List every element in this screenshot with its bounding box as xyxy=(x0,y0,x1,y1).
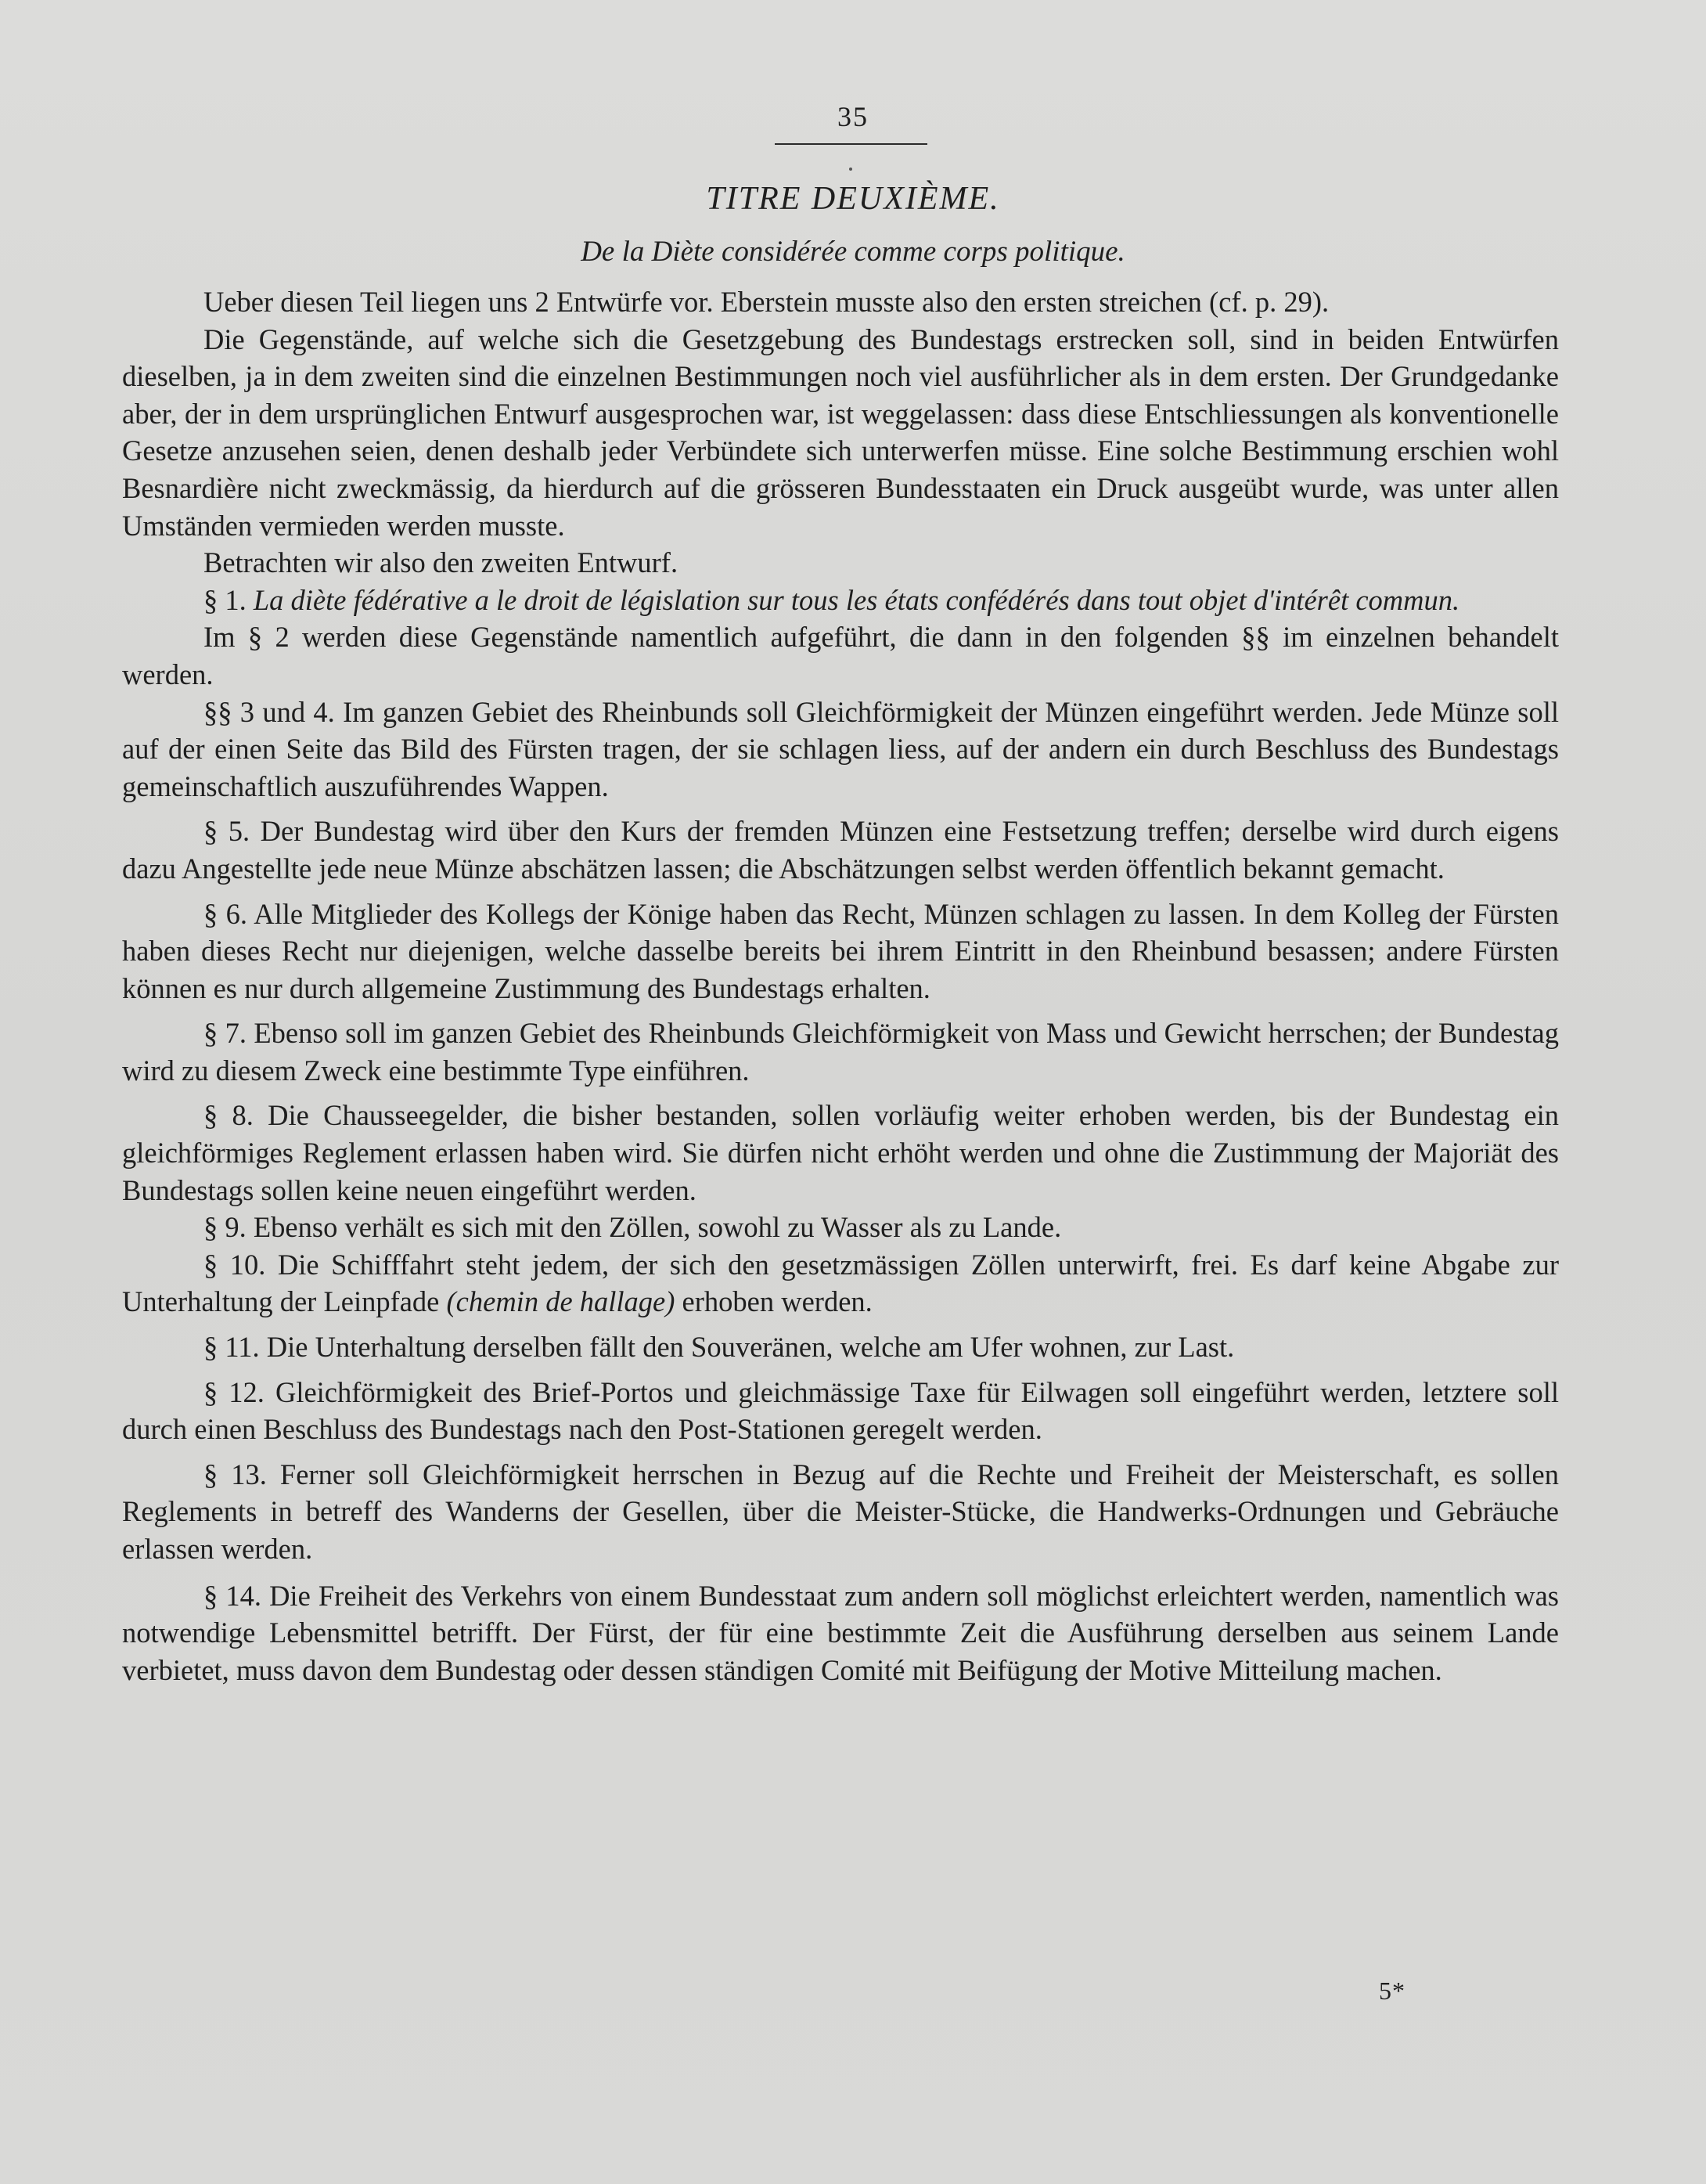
paragraph-section-11: § 11. Die Unterhaltung derselben fällt den Souveränen, welche am Ufer wohnen, zur Last. xyxy=(203,1331,1235,1364)
paragraph-section-7: § 7. Ebenso soll im ganzen Gebiet des Rheinbunds Gleichförmigkeit von Mass und Gewicht herrschen; der Bundestag wird zu diesem Zweck eine bestimmte Type einführen. xyxy=(122,1017,1559,1087)
section-1-text: La diète fédérative a le droit de législation sur tous les états confédérés dans tout objet d'intérêt commun. xyxy=(253,583,1460,616)
body-text xyxy=(122,283,1559,1688)
paragraph-section-8: § 8. Die Chausseegelder, die bisher bestanden, sollen vorläufig weiter erhoben werden, bis der Bundestag ein gleichförmiges Reglement erlassen haben wird. Sie dürfen nicht erhöht werden und ohne die Zustimmung der Majoriät des Bundestags sollen keine neuen eingeführt werden. xyxy=(122,1099,1559,1206)
chapter-title: TITRE DEUXIÈME. xyxy=(706,181,1000,217)
page-number: 35 xyxy=(837,101,869,132)
paragraph-section-5: § 5. Der Bundestag wird über den Kurs der fremden Münzen eine Festsetzung treffen; derselbe wird durch eigens dazu Angestellte jede neue Münze abschätzen lassen; die Abschätzungen selbst werden öffentlich bekannt gemacht. xyxy=(122,815,1559,885)
paragraph-section-9: § 9. Ebenso verhält es sich mit den Zöllen, sowohl zu Wasser als zu Lande. xyxy=(203,1211,1062,1244)
paragraph-gegenstaende: Die Gegenstände, auf welche sich die Gesetzgebung des Bundestags erstrecken soll, sind in beiden Entwürfen dieselben, ja in dem zweiten sind die einzelnen Bestimmungen noch viel ausführlicher als in dem ersten. Der Grundgedanke aber, der in dem ursprünglichen Entwurf ausgesprochen war, ist weggelassen: dass diese Entschliessungen als konventionelle Gesetze anzusehen seien, denen deshalb jeder Verbündete sich unterwerfen müsse. Eine solche Bestimmung erschien wohl Besnardière nicht zweckmässig, da hierdurch auf die grösseren Bundesstaaten ein Druck ausgeübt wurde, was unter allen Umständen vermieden werden musste. xyxy=(122,323,1559,542)
section-10-text-a: § 10. Die Schifffahrt steht jedem, der sich den gesetzmässigen Zöllen unterwirft, frei. Es darf keine Abgabe zur Unterhaltung der Leinpfade xyxy=(122,1248,1559,1318)
paragraph-section-10 xyxy=(122,1246,1559,1321)
chapter-subtitle: De la Diète considérée comme corps politique. xyxy=(581,236,1125,268)
print-speck xyxy=(849,168,852,171)
section-10-italic: (chemin de hallage) xyxy=(446,1285,675,1318)
paragraph-section-1 xyxy=(122,582,1559,619)
paragraph-section-2: Im § 2 werden diese Gegenstände namentlich aufgeführt, die dann in den folgenden §§ im einzelnen behandelt werden. xyxy=(122,621,1559,690)
paragraph-section-12: § 12. Gleichförmigkeit des Brief-Portos und gleichmässige Taxe für Eilwagen soll eingeführt werden, letztere soll durch einen Beschluss des Bundestags nach den Post-Stationen geregelt werden. xyxy=(122,1375,1559,1446)
paragraph-intro: Ueber diesen Teil liegen uns 2 Entwürfe vor. Eberstein musste also den ersten streichen (cf. p. 29). xyxy=(203,286,1330,318)
paragraph-section-13: § 13. Ferner soll Gleichförmigkeit herrschen in Bezug auf die Rechte und Freiheit der Meisterschaft, es sollen Reglements in betreff des Wanderns der Gesellen, über die Meister-Stücke, die Handwerks-Ordnungen und Gebräuche erlassen werden. xyxy=(122,1458,1559,1565)
paragraph-section-14: § 14. Die Freiheit des Verkehrs von einem Bundesstaat zum andern soll möglichst erleichtert werden, namentlich was notwendige Lebensmittel betrifft. Der Fürst, der für eine bestimmte Zeit die Ausführung derselben aus seinem Lande verbietet, muss davon dem Bundestag oder dessen ständigen Comité mit Beifügung der Motive Mitteilung machen. xyxy=(122,1579,1559,1686)
section-10-text-b: erhoben werden. xyxy=(682,1285,873,1318)
section-1-mark: § 1. xyxy=(203,583,247,616)
paragraph-section-3-4: §§ 3 und 4. Im ganzen Gebiet des Rheinbunds soll Gleichförmigkeit der Münzen eingeführt werden. Jede Münze soll auf der einen Seite das Bild des Fürsten tragen, der sie schlagen liess, auf der andern ein durch Beschluss des Bundestags gemeinschaftlich auszuführendes Wappen. xyxy=(122,695,1559,802)
paragraph-section-6: § 6. Alle Mitglieder des Kollegs der Könige haben das Recht, Münzen schlagen zu lassen. In dem Kolleg der Fürsten haben dieses Recht nur diejenigen, welche dasselbe bereits bei ihrem Eintritt in den Rheinbund besassen; andere Fürsten können es nur durch allgemeine Zustimmung des Bundestags erhalten. xyxy=(122,897,1559,1004)
signature-mark: 5* xyxy=(1379,1977,1405,2005)
header-rule xyxy=(775,143,927,145)
paragraph-betrachten: Betrachten wir also den zweiten Entwurf. xyxy=(203,546,678,579)
